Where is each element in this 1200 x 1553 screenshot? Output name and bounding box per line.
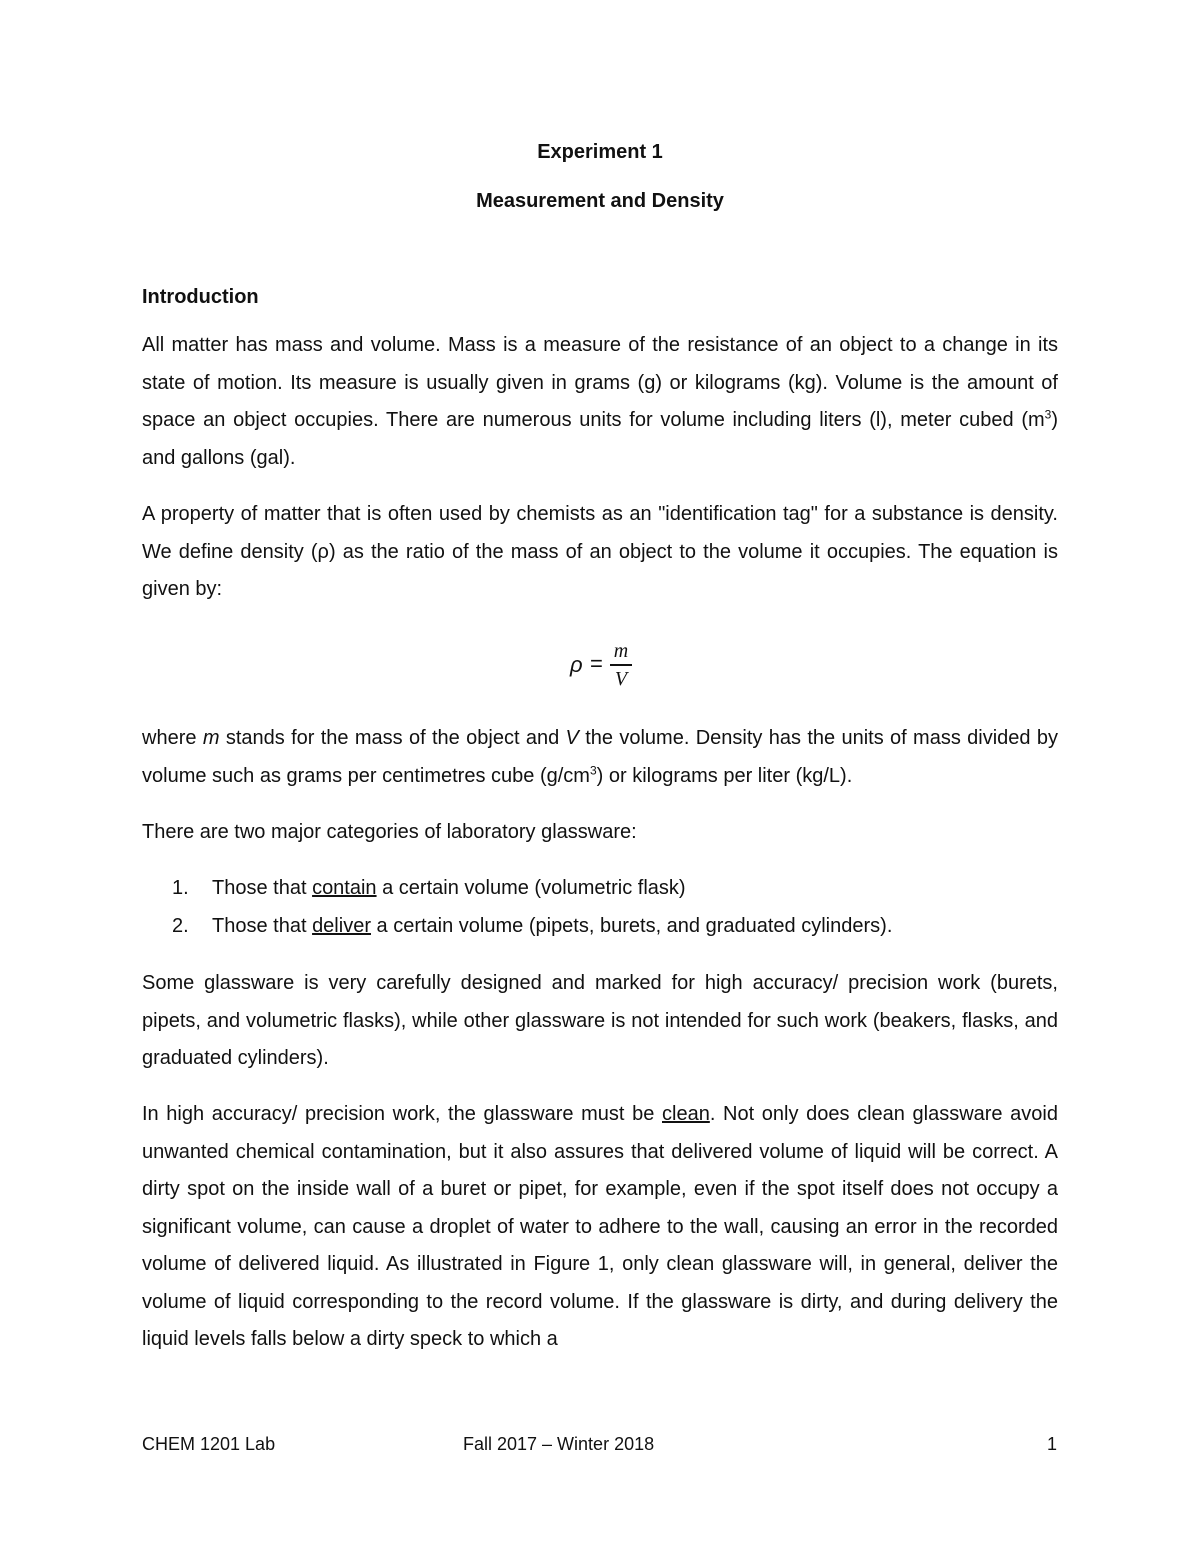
paragraph-text: ) or kilograms per liter (kg/L). [596, 764, 853, 787]
fraction-bar [610, 664, 632, 666]
paragraph-text: the volume. Density has the units of mass divided by volume such as grams per centimetres cube (g/cm [142, 727, 1058, 787]
density-equation [570, 640, 650, 696]
list-number: 2. [172, 914, 189, 937]
superscript: 3 [1044, 407, 1052, 422]
paragraph-text: where [142, 727, 203, 749]
list-text: Those that [212, 877, 313, 899]
paragraph-text: ) and gallons (gal). [142, 409, 1058, 469]
paragraph-text: . Not only does clean glassware avoid unwanted chemical contamination, but it also assures that delivered volume of liquid will be correct. A dirty spot on the inside wall of a buret or pipet, for example, even if the spot itself does not occupy a significant volume, can cause a droplet of water to adhere to the wall, causing an error in the recorded volume of delivered liquid. As illustrated in Figure 1, only clean glassware will, in general, deliver the volume of liquid corresponding to the record volume. If the glassware is dirty, and during delivery the liquid levels falls below a dirty speck to which a [142, 1103, 1058, 1350]
list-item [172, 870, 892, 908]
equation-fraction [610, 640, 632, 690]
list-text: Those that [212, 914, 313, 937]
paragraph-clean-glassware [142, 1096, 1058, 1359]
underlined-word: contain [312, 877, 377, 899]
footer-course: CHEM 1201 Lab [142, 1434, 276, 1454]
paragraph-text: In high accuracy/ precision work, the glassware must be [142, 1103, 662, 1125]
paragraph-density-units [142, 720, 1058, 795]
equation-rho: ρ [570, 652, 583, 677]
page-subtitle: Measurement and Density [476, 190, 724, 212]
variable-m: m [202, 727, 220, 749]
paragraph-density-definition: A property of matter that is often used by chemists as an "identification tag" for a substance is density. We define density (ρ) as the ratio of the mass of an object to the volume it occupies. The equation is given by: [142, 503, 1058, 600]
paragraph-glassware-accuracy: Some glassware is very carefully designed and marked for high accuracy/ precision work (burets, pipets, and volumetric flasks), while other glassware is not intended for such work (beakers, flasks, and graduated cylinders). [142, 972, 1058, 1069]
list-number: 1. [172, 877, 189, 899]
list-text: a certain volume (pipets, burets, and graduated cylinders). [370, 914, 893, 937]
equation-numerator: m [613, 640, 629, 662]
glassware-list [172, 870, 892, 945]
equation-equals: = [590, 651, 603, 676]
underlined-word: clean [662, 1103, 710, 1125]
equation-denominator: V [614, 667, 628, 690]
paragraph-text: All matter has mass and volume. Mass is a measure of the resistance of an object to a change in its state of motion. Its measure is usually given in grams (g) or kilograms (kg). Volume is the amount of space an object occupies. There are numerous units for volume including liters (l), meter cubed (m [142, 334, 1058, 431]
underlined-word: deliver [312, 914, 371, 937]
footer-page-number: 1 [1047, 1434, 1058, 1454]
footer-term: Fall 2017 – Winter 2018 [463, 1434, 655, 1454]
superscript: 3 [589, 762, 597, 777]
paragraph-glassware-categories: There are two major categories of laboratory glassware: [142, 821, 637, 843]
list-text: a certain volume (volumetric flask) [376, 877, 686, 899]
list-item [172, 908, 892, 946]
variable-v: V [565, 727, 579, 749]
section-heading-introduction: Introduction [142, 286, 259, 308]
paragraph-mass-volume [142, 327, 1058, 477]
paragraph-text: stands for the mass of the object and [219, 727, 566, 749]
page-title: Experiment 1 [537, 141, 663, 163]
